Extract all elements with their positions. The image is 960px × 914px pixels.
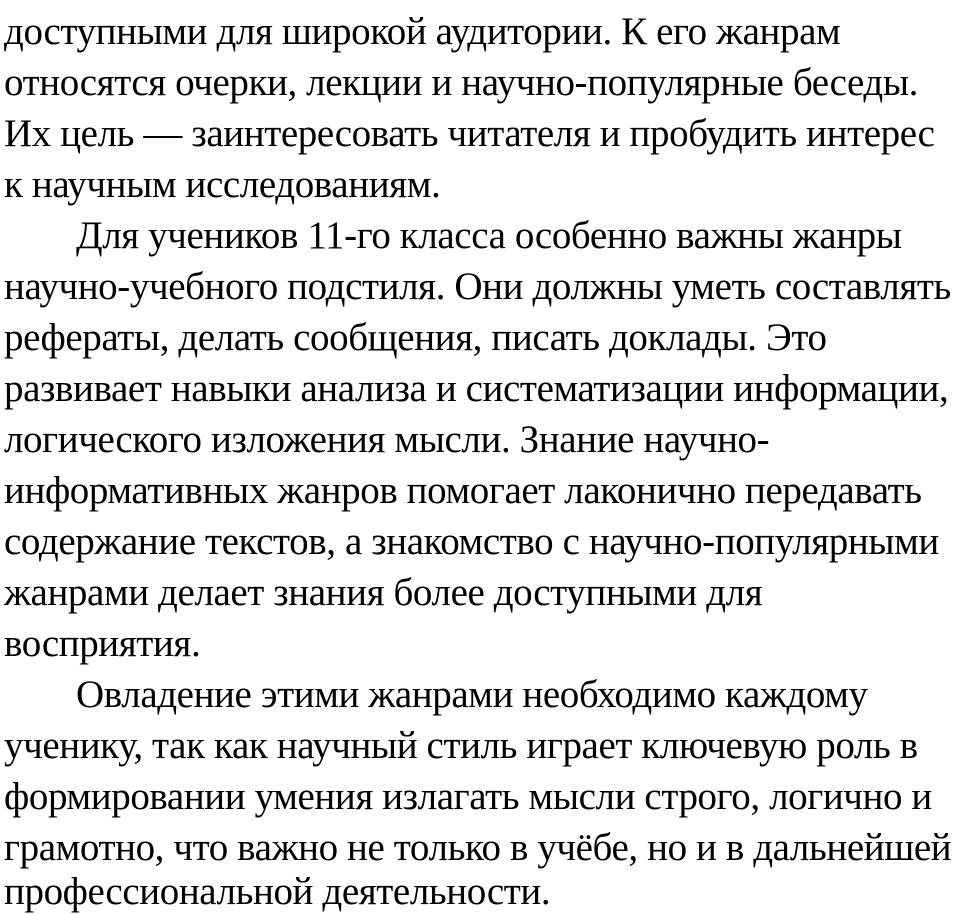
text-line: логического изложения мысли. Знание научно- bbox=[4, 418, 770, 461]
text-line: научно-учебного подстиля. Они должны уметь составлять bbox=[4, 265, 951, 308]
text-line: грамотно, что важно не только в учёбе, но и в дальнейшей bbox=[4, 826, 952, 869]
text-line: формировании умения излагать мысли строго, логично и bbox=[4, 775, 932, 818]
text-line: информативных жанров помогает лаконично передавать bbox=[4, 469, 922, 512]
text-line: развивает навыки анализа и систематизации информации, bbox=[4, 367, 949, 410]
text-line: восприятия. bbox=[4, 622, 201, 665]
text-line: относятся очерки, лекции и научно-популярные беседы. bbox=[4, 61, 919, 104]
text-line: ученику, так как научный стиль играет ключевую роль в bbox=[4, 724, 918, 767]
text-line: доступными для широкой аудитории. К его жанрам bbox=[4, 10, 841, 53]
text-line: содержание текстов, а знакомство с научно-популярными bbox=[4, 520, 939, 563]
text-line: к научным исследованиям. bbox=[4, 163, 441, 206]
paragraph-first-line: Для учеников 11-го класса особенно важны жанры bbox=[76, 214, 902, 257]
text-line: жанрами делает знания более доступными для bbox=[4, 571, 763, 614]
text-line: профессиональной деятельности. bbox=[4, 870, 551, 913]
text-line: Их цель — заинтересовать читателя и пробудить интерес bbox=[4, 112, 935, 155]
paragraph-first-line: Овладение этими жанрами необходимо каждому bbox=[76, 673, 868, 716]
text-line: рефераты, делать сообщения, писать доклады. Это bbox=[4, 316, 827, 359]
